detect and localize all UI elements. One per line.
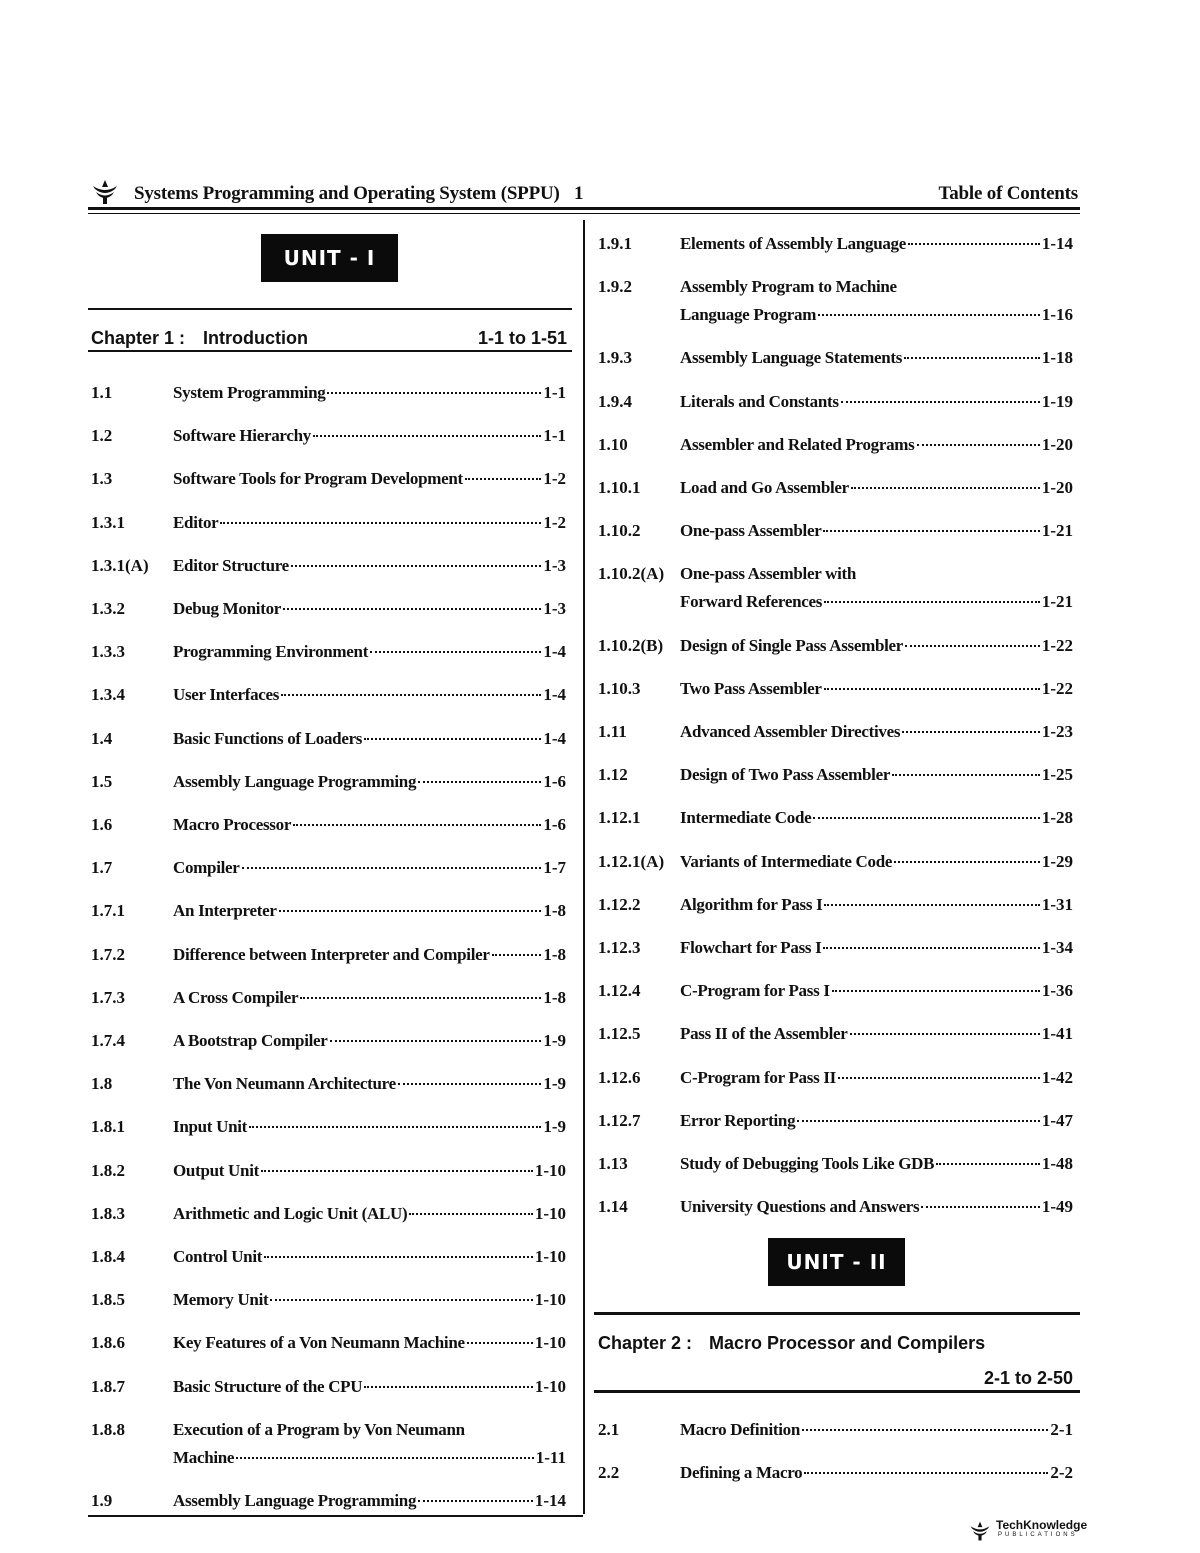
toc-entry-page: 1-14 xyxy=(1041,234,1073,253)
toc-entry xyxy=(91,1333,566,1355)
chapter-1-top-rule xyxy=(88,308,572,310)
toc-entry-page: 1-31 xyxy=(1041,894,1073,914)
toc-entry xyxy=(598,1024,1073,1046)
dot-leader xyxy=(293,824,541,826)
toc-entry-number: 1.12.2 xyxy=(598,894,641,914)
toc-entry-title: Defining a Macro xyxy=(680,1463,803,1483)
dot-leader xyxy=(823,530,1039,532)
toc-entry-title: Pass II of the Assembler xyxy=(680,1024,848,1044)
unit-2-label: UNIT - II xyxy=(768,1238,905,1286)
chapter-2-top-rule xyxy=(594,1312,1080,1315)
chapter-1-title: Introduction xyxy=(203,328,308,348)
toc-entry-number: 1.11 xyxy=(598,722,627,741)
toc-entry-page: 1-20 xyxy=(1041,434,1073,454)
toc-entry-number: 1.3.4 xyxy=(91,685,125,705)
toc-entry-title: Input Unit xyxy=(173,1117,248,1137)
toc-entry-title: A Bootstrap Compiler xyxy=(173,1031,328,1050)
toc-entry-title: Forward References xyxy=(680,592,823,612)
toc-entry-page: 1-36 xyxy=(1041,981,1073,1001)
toc-entry xyxy=(598,808,1073,830)
dot-leader xyxy=(283,608,541,610)
toc-entry xyxy=(91,1491,566,1513)
toc-entry-number: 1.8 xyxy=(91,1074,113,1094)
toc-entry xyxy=(91,945,566,967)
toc-entry-page: 1-9 xyxy=(543,1031,566,1050)
toc-entry-page: 1-4 xyxy=(543,728,566,748)
toc-entry-title: Study of Debugging Tools Like GDB xyxy=(680,1154,935,1173)
toc-entry-title: Software Hierarchy xyxy=(173,426,311,446)
toc-entry-number: 1.8.4 xyxy=(91,1247,125,1266)
toc-entry-title: Assembly Language Programming xyxy=(173,1491,417,1510)
toc-entry-page: 1-25 xyxy=(1041,765,1073,785)
toc-entry-number: 1.8.5 xyxy=(91,1290,125,1310)
toc-entry-number: 1.7.3 xyxy=(91,987,125,1007)
dot-leader xyxy=(824,904,1039,906)
toc-entry-page: 1-29 xyxy=(1041,851,1073,871)
toc-entry-page: 1-8 xyxy=(543,944,566,964)
book-title: Systems Programming and Operating System (SPPU) xyxy=(134,183,560,204)
toc-entry xyxy=(91,685,566,707)
toc-entry-page: 1-4 xyxy=(543,642,566,662)
toc-entry-page: 1-10 xyxy=(534,1376,566,1396)
toc-entry-title: Macro Definition xyxy=(680,1420,801,1439)
unit-1-label: UNIT - I xyxy=(261,234,398,282)
toc-entry xyxy=(598,478,1073,500)
toc-entry-page: 2-1 xyxy=(1050,1420,1073,1439)
toc-entry-number: 1.12.6 xyxy=(598,1067,641,1087)
toc-entry xyxy=(598,1420,1073,1442)
dot-leader xyxy=(291,565,541,567)
toc-entry-page: 1-41 xyxy=(1041,1024,1073,1044)
toc-entry xyxy=(598,1197,1073,1219)
toc-entry-page: 1-8 xyxy=(543,901,566,921)
toc-entry xyxy=(91,642,566,664)
toc-entry-title: Assembly Language Programming xyxy=(173,771,417,791)
toc-entry-number: 1.10.1 xyxy=(598,478,641,497)
toc-entry-title: A Cross Compiler xyxy=(173,987,299,1007)
chapter-2-title: Macro Processor and Compilers xyxy=(709,1333,986,1353)
toc-entry-number: 1.2 xyxy=(91,426,113,446)
toc-entry-number: 1.12.1(A) xyxy=(598,851,665,871)
toc-entry-number: 1.12.4 xyxy=(598,981,641,1001)
toc-entry-number: 1.7.1 xyxy=(91,901,125,921)
toc-entry-title: Basic Structure of the CPU xyxy=(173,1376,363,1396)
toc-entry-number: 1.9.1 xyxy=(598,234,632,253)
toc-entry-title: Assembly Language Statements xyxy=(680,348,903,368)
toc-entry-title: Error Reporting xyxy=(680,1110,796,1130)
toc-entry-number: 1.10.2(B) xyxy=(598,635,664,655)
toc-entry-title: The Von Neumann Architecture xyxy=(173,1074,396,1094)
toc-entry-number: 1.3.1 xyxy=(91,512,125,532)
toc-entry xyxy=(598,1068,1073,1090)
toc-entry-page: 1-14 xyxy=(534,1491,566,1510)
toc-entry-title: Variants of Intermediate Code xyxy=(680,851,893,871)
dot-leader xyxy=(850,1033,1040,1035)
toc-entry-title: Basic Functions of Loaders xyxy=(173,728,363,748)
toc-entry-title: Macro Processor xyxy=(173,815,292,834)
toc-entry xyxy=(91,1377,566,1399)
toc-entry xyxy=(598,765,1073,787)
chapter-2-range: 2-1 to 2-50 xyxy=(984,1368,1074,1388)
toc-entry xyxy=(91,1290,566,1312)
toc-entry-title: Output Unit xyxy=(173,1160,259,1180)
toc-entry-number: 1.12 xyxy=(598,765,628,785)
toc-entry xyxy=(91,901,566,923)
toc-entry-number: 1.9 xyxy=(91,1491,113,1510)
toc-entry-number: 1.3 xyxy=(91,469,113,489)
toc-entry xyxy=(91,426,566,448)
toc-entry-page: 1-23 xyxy=(1041,722,1073,741)
dot-leader xyxy=(279,910,542,912)
dot-leader xyxy=(327,392,541,394)
toc-entry xyxy=(598,1111,1073,1133)
dot-leader xyxy=(908,243,1040,245)
dot-leader xyxy=(242,867,542,869)
toc-entry-title: C-Program for Pass I xyxy=(680,981,830,1001)
toc-entry-title: Arithmetic and Logic Unit (ALU) xyxy=(173,1203,408,1223)
dot-leader xyxy=(824,688,1040,690)
page-header xyxy=(88,178,1080,208)
header-rule-thin xyxy=(88,213,1080,214)
chapter-2-bottom-rule xyxy=(594,1390,1080,1393)
toc-entry-title: Design of Single Pass Assembler xyxy=(680,635,904,655)
toc-entry-number: 1.10.3 xyxy=(598,678,641,698)
toc-entry-title: User Interfaces xyxy=(173,685,280,705)
toc-entry-number: 1.8.1 xyxy=(91,1117,125,1137)
toc-entry-number: 1.8.3 xyxy=(91,1203,125,1223)
toc-entry xyxy=(91,513,566,535)
toc-entry-number: 1.10 xyxy=(598,434,628,454)
toc-entry xyxy=(91,1420,566,1468)
toc-entry-title: An Interpreter xyxy=(173,901,277,921)
toc-entry-title: Intermediate Code xyxy=(680,808,812,828)
toc-entry-page: 1-10 xyxy=(534,1203,566,1223)
toc-entry-page: 1-22 xyxy=(1041,678,1073,698)
toc-entry-page: 1-28 xyxy=(1041,808,1073,828)
toc-entry-page: 1-1 xyxy=(543,383,566,402)
toc-entry-number: 1.12.5 xyxy=(598,1024,641,1044)
dot-leader xyxy=(467,1342,533,1344)
toc-entry-title: University Questions and Answers xyxy=(680,1197,920,1217)
toc-entry-title: Key Features of a Von Neumann Machine xyxy=(173,1333,465,1353)
toc-entry-page: 1-4 xyxy=(543,685,566,705)
toc-entry-title: Compiler xyxy=(173,858,240,878)
dot-leader xyxy=(236,1457,534,1459)
toc-entry-number: 1.5 xyxy=(91,771,113,791)
dot-leader xyxy=(797,1120,1040,1122)
dot-leader xyxy=(398,1083,541,1085)
toc-entry xyxy=(598,392,1073,414)
toc-entry xyxy=(91,1161,566,1183)
toc-entry-number: 1.10.2 xyxy=(598,521,641,541)
toc-entry xyxy=(598,1463,1073,1485)
toc-entry xyxy=(598,636,1073,658)
toc-entry-title: System Programming xyxy=(173,383,326,402)
toc-entry-page: 1-2 xyxy=(543,469,566,489)
toc-entry xyxy=(598,564,1073,612)
toc-entry-number: 1.3.1(A) xyxy=(91,555,149,575)
toc-entry xyxy=(91,383,566,405)
toc-entry-page: 1-47 xyxy=(1041,1110,1073,1130)
dot-leader xyxy=(804,1472,1048,1474)
toc-entry-page: 1-42 xyxy=(1041,1067,1073,1087)
toc-entry-title: Editor Structure xyxy=(173,555,289,575)
toc-entry xyxy=(91,556,566,578)
dot-leader xyxy=(851,487,1040,489)
toc-entry xyxy=(91,1117,566,1139)
dot-leader xyxy=(313,435,541,437)
toc-entry-number: 1.14 xyxy=(598,1197,628,1217)
toc-entry-title: Difference between Interpreter and Compiler xyxy=(173,944,490,964)
column-divider xyxy=(583,220,585,1514)
toc-entry-page: 1-8 xyxy=(543,987,566,1007)
toc-entry xyxy=(598,234,1073,256)
dot-leader xyxy=(492,954,542,956)
toc-entry-number: 1.12.7 xyxy=(598,1110,641,1130)
toc-entry-page: 1-1 xyxy=(543,426,566,446)
toc-entry xyxy=(598,521,1073,543)
dot-leader xyxy=(418,781,541,783)
dot-leader xyxy=(370,651,541,653)
toc-entry xyxy=(598,852,1073,874)
toc-entry xyxy=(598,679,1073,701)
publisher-name: TechKnowledge xyxy=(996,1518,1088,1532)
toc-entry-page: 2-2 xyxy=(1050,1463,1073,1483)
toc-entry xyxy=(91,469,566,491)
toc-entry xyxy=(598,277,1073,325)
chapter-1-range: 1-1 to 1-51 xyxy=(478,328,568,348)
toc-entry xyxy=(91,1204,566,1226)
dot-leader xyxy=(905,645,1040,647)
dot-leader xyxy=(841,401,1040,403)
toc-entry-number: 2.1 xyxy=(598,1420,620,1439)
dot-leader xyxy=(264,1256,533,1258)
footer-publisher-logo xyxy=(968,1518,1088,1544)
toc-entry-title-line1: One-pass Assembler with xyxy=(680,564,857,584)
toc-entry-page: 1-21 xyxy=(1041,592,1073,612)
dot-leader xyxy=(813,817,1039,819)
toc-entry xyxy=(598,435,1073,457)
toc-entry-page: 1-22 xyxy=(1041,635,1073,655)
dot-leader xyxy=(281,694,541,696)
toc-entry-page: 1-20 xyxy=(1041,478,1073,497)
toc-entry-page: 1-18 xyxy=(1041,348,1073,368)
toc-entry-title: Algorithm for Pass I xyxy=(680,894,823,914)
dot-leader xyxy=(936,1163,1040,1165)
section-title: Table of Contents xyxy=(938,183,1078,204)
toc-entry-title: Advanced Assembler Directives xyxy=(680,722,901,741)
dot-leader xyxy=(364,1386,533,1388)
dot-leader xyxy=(838,1077,1040,1079)
toc-entry-page: 1-7 xyxy=(543,858,566,878)
dot-leader xyxy=(300,997,541,999)
chapter-1-label: Chapter 1 : xyxy=(91,328,186,348)
dot-leader xyxy=(802,1429,1048,1431)
chapter-1-bottom-rule xyxy=(88,350,572,352)
toc-entry xyxy=(598,722,1073,744)
toc-entry-number: 1.9.2 xyxy=(598,277,632,297)
dot-leader xyxy=(892,774,1040,776)
toc-entry-number: 1.8.2 xyxy=(91,1160,125,1180)
toc-entry xyxy=(91,1247,566,1269)
toc-entry-page: 1-10 xyxy=(534,1333,566,1353)
toc-entry-number: 1.6 xyxy=(91,815,113,834)
dot-leader xyxy=(270,1299,532,1301)
publisher-footer-icon xyxy=(968,1520,992,1542)
toc-entry xyxy=(91,772,566,794)
publisher-logo-icon xyxy=(90,178,120,206)
toc-entry-title-line1: Assembly Program to Machine xyxy=(680,277,897,297)
toc-entry-page: 1-21 xyxy=(1041,521,1073,541)
toc-entry-page: 1-16 xyxy=(1041,305,1073,325)
toc-entry xyxy=(91,858,566,880)
toc-entry-page: 1-10 xyxy=(534,1247,566,1266)
chapter-2-label: Chapter 2 : xyxy=(598,1333,693,1353)
dot-leader xyxy=(409,1213,532,1215)
dot-leader xyxy=(261,1170,533,1172)
dot-leader xyxy=(824,601,1040,603)
toc-entry-page: 1-48 xyxy=(1041,1154,1073,1173)
toc-entry-title: One-pass Assembler xyxy=(680,521,822,541)
toc-entry xyxy=(91,729,566,751)
toc-entry-title: Literals and Constants xyxy=(680,391,839,411)
toc-entry-number: 1.3.2 xyxy=(91,599,125,618)
toc-entry-page: 1-6 xyxy=(543,771,566,791)
toc-entry xyxy=(91,599,566,621)
toc-entry-number: 1.7 xyxy=(91,858,113,878)
toc-entry-title: Elements of Assembly Language xyxy=(680,234,907,253)
dot-leader xyxy=(249,1126,541,1128)
toc-entry-number: 1.1 xyxy=(91,383,113,402)
toc-entry-title: Programming Environment xyxy=(173,642,369,662)
toc-entry xyxy=(91,988,566,1010)
toc-entry-number: 1.9.3 xyxy=(598,348,632,368)
toc-entry xyxy=(598,1154,1073,1176)
bottom-rule xyxy=(88,1515,583,1517)
toc-entry-number: 1.8.8 xyxy=(91,1419,125,1439)
toc-entry-title: Load and Go Assembler xyxy=(680,478,849,497)
toc-entry-title: Control Unit xyxy=(173,1247,263,1266)
toc-entry-title: Software Tools for Program Development xyxy=(173,469,463,489)
toc-entry-number: 1.9.4 xyxy=(598,391,632,411)
toc-entry-page: 1-11 xyxy=(535,1447,566,1467)
toc-entry-page: 1-3 xyxy=(543,599,566,618)
toc-entry-number: 1.4 xyxy=(91,728,113,748)
toc-entry-title: Assembler and Related Programs xyxy=(680,434,915,454)
toc-entry-page: 1-2 xyxy=(543,512,566,532)
dot-leader xyxy=(465,478,541,480)
dot-leader xyxy=(904,357,1040,359)
toc-entry-title: Machine xyxy=(173,1447,235,1467)
dot-leader xyxy=(917,444,1040,446)
toc-entry-title: Memory Unit xyxy=(173,1290,269,1310)
toc-entry-number: 1.12.1 xyxy=(598,808,641,828)
toc-entry-number: 1.7.4 xyxy=(91,1031,125,1050)
publisher-subtitle: PUBLICATIONS xyxy=(998,1532,1078,1538)
toc-entry xyxy=(91,1074,566,1096)
toc-entry-page: 1-9 xyxy=(543,1074,566,1094)
dot-leader xyxy=(832,990,1040,992)
toc-entry-page: 1-6 xyxy=(543,815,566,834)
toc-entry-title: Two Pass Assembler xyxy=(680,678,822,698)
dot-leader xyxy=(823,947,1039,949)
toc-entry-page: 1-3 xyxy=(543,555,566,575)
toc-entry-number: 1.12.3 xyxy=(598,938,641,957)
dot-leader xyxy=(220,522,541,524)
toc-entry-page: 1-10 xyxy=(534,1290,566,1310)
toc-entry-title: Flowchart for Pass I xyxy=(680,938,822,957)
toc-entry-number: 1.3.3 xyxy=(91,642,125,662)
toc-entry-title-line1: Execution of a Program by Von Neumann xyxy=(173,1419,465,1439)
toc-entry-number: 1.13 xyxy=(598,1154,628,1173)
dot-leader xyxy=(418,1500,533,1502)
toc-entry-number: 1.10.2(A) xyxy=(598,564,665,584)
dot-leader xyxy=(818,314,1040,316)
toc-entry-page: 1-49 xyxy=(1041,1197,1073,1217)
toc-entry-title: Debug Monitor xyxy=(173,599,282,618)
toc-entry-page: 1-34 xyxy=(1041,938,1073,957)
toc-entry xyxy=(598,348,1073,370)
toc-entry-number: 1.8.7 xyxy=(91,1376,125,1396)
toc-entry-title: C-Program for Pass II xyxy=(680,1067,836,1087)
header-rule xyxy=(88,207,1080,210)
toc-entry-number: 2.2 xyxy=(598,1463,620,1483)
toc-entry xyxy=(91,1031,566,1053)
toc-entry-title: Editor xyxy=(173,512,219,532)
toc-entry-page: 1-19 xyxy=(1041,391,1073,411)
toc-entry-title: Design of Two Pass Assembler xyxy=(680,765,891,785)
dot-leader xyxy=(330,1040,542,1042)
toc-entry xyxy=(91,815,566,837)
page-number: 1 xyxy=(574,183,584,204)
toc-entry-number: 1.7.2 xyxy=(91,944,125,964)
toc-entry-page: 1-10 xyxy=(534,1160,566,1180)
toc-entry xyxy=(598,938,1073,960)
toc-entry xyxy=(598,895,1073,917)
dot-leader xyxy=(921,1206,1040,1208)
toc-entry-page: 1-9 xyxy=(543,1117,566,1137)
toc-entry xyxy=(598,981,1073,1003)
toc-entry-number: 1.8.6 xyxy=(91,1333,125,1353)
dot-leader xyxy=(902,731,1040,733)
dot-leader xyxy=(364,738,541,740)
dot-leader xyxy=(894,861,1040,863)
toc-entry-title: Language Program xyxy=(680,305,817,325)
